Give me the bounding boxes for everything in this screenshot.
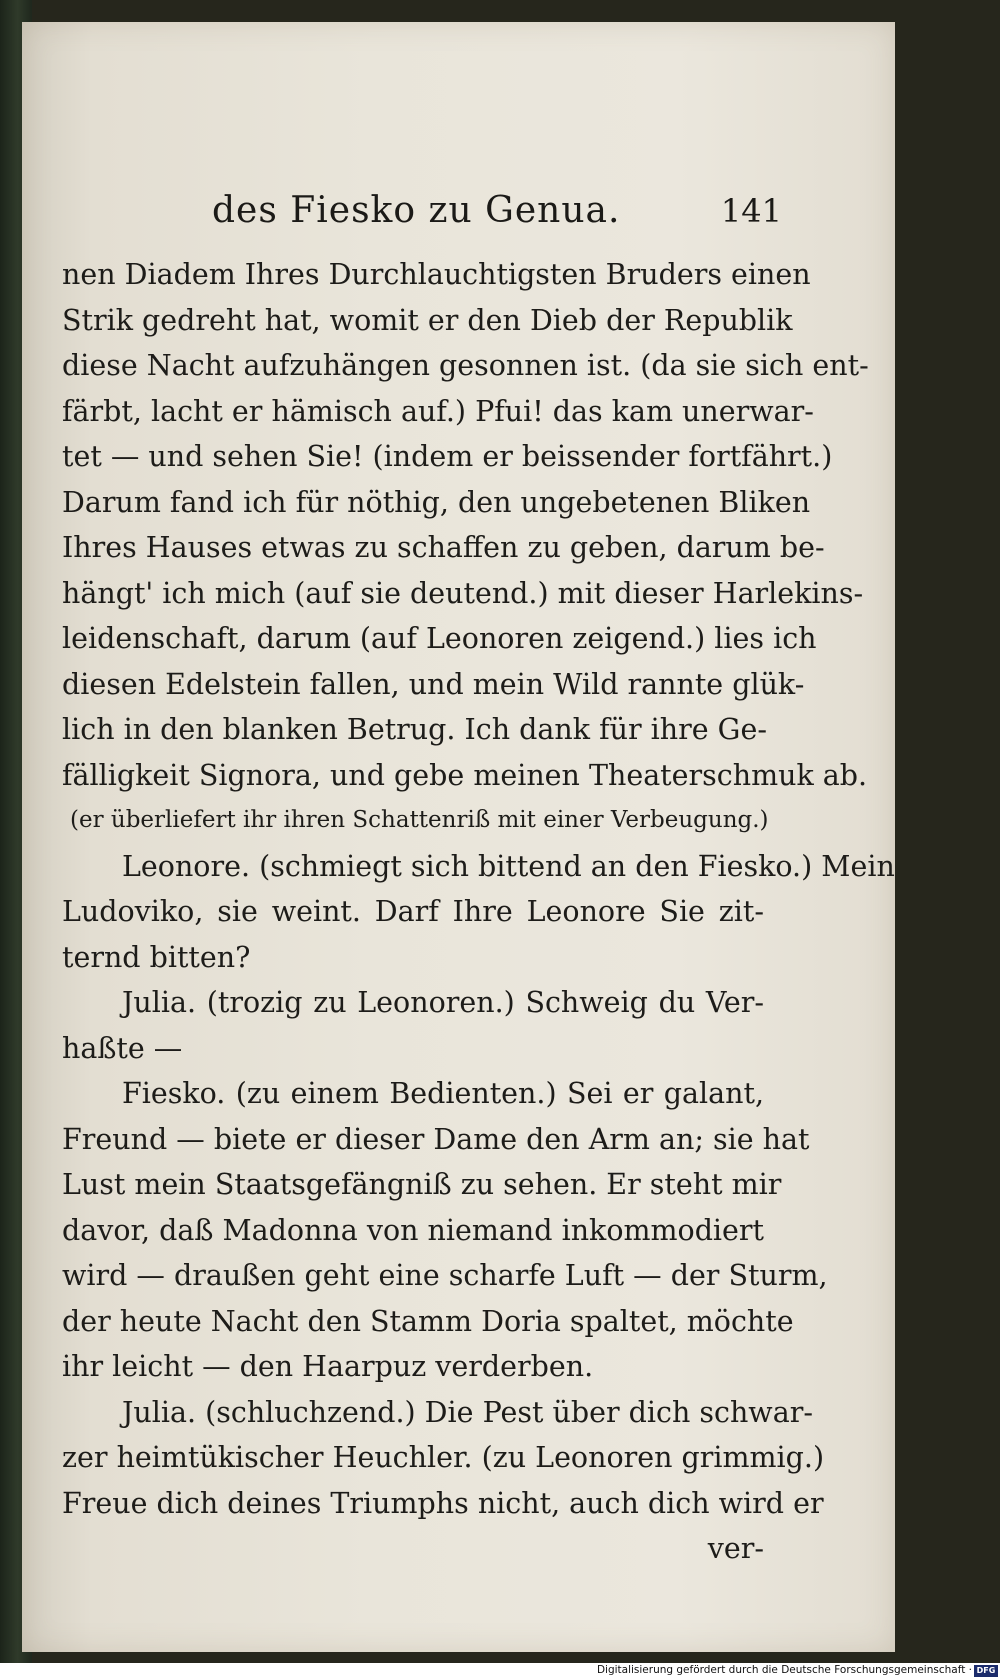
speech-line: Julia. (schluchzend.) Die Pest über dich schwar- [122, 1395, 813, 1429]
body-text [62, 252, 895, 1572]
dfg-logo: DFG [974, 1665, 998, 1677]
text-line: Strik gedreht hat, womit er den Dieb der Republik [62, 303, 793, 337]
text-line: wird — draußen geht eine scharfe Luft — der Sturm, [62, 1259, 828, 1292]
stage-direction-line: (er überliefert ihr ihren Schattenriß mit einer Verbeugung.) [70, 807, 769, 833]
header-title: des Fiesko zu Genua. [212, 190, 621, 231]
text-line: haßte — [62, 1031, 183, 1065]
text-line: tet — und sehen Sie! (indem er beissender fortfährt.) [62, 440, 833, 473]
text-line: ternd bitten? [62, 940, 251, 974]
text-line: nen Diadem Ihres Durchlauchtigsten Bruders einen [62, 258, 811, 291]
text-line: Ludoviko, sie weint. Darf Ihre Leonore Sie zit- [62, 895, 764, 928]
speech-line: Fiesko. (zu einem Bedienten.) Sei er galant, [122, 1077, 764, 1110]
text-line: davor, daß Madonna von niemand inkommodiert [62, 1213, 764, 1247]
text-line: diesen Edelstein fallen, und mein Wild rannte glük- [62, 667, 805, 701]
text-line: färbt, lacht er hämisch auf.) Pfui! das kam unerwar- [62, 394, 814, 428]
text-line: ihr leicht — den Haarpuz verderben. [62, 1350, 594, 1383]
running-header [212, 190, 782, 240]
funding-credit: Digitalisierung gefördert durch die Deutsche Forschungsgemeinschaft · [596, 1664, 972, 1676]
digitization-footer [0, 1663, 1000, 1679]
text-line: Lust mein Staatsgefängniß zu sehen. Er steht mir [62, 1168, 782, 1201]
page-number: 141 [720, 192, 782, 230]
text-line: Darum fand ich für nöthig, den ungebetenen Bliken [62, 485, 811, 519]
text-line: fälligkeit Signora, und gebe meinen Theaterschmuk ab. [62, 758, 868, 792]
catchword: ver- [707, 1532, 764, 1565]
text-line: hängt' ich mich (auf sie deutend.) mit dieser Harlekins- [62, 576, 864, 610]
text-line: der heute Nacht den Stamm Doria spaltet, möchte [62, 1304, 794, 1338]
speech-line: Julia. (trozig zu Leonoren.) Schweig du Ver- [122, 986, 764, 1019]
text-line: Ihres Hauses etwas zu schaffen zu geben, darum be- [62, 531, 825, 564]
text-line: leidenschaft, darum (auf Leonoren zeigend.) lies ich [62, 622, 817, 655]
text-line: lich in den blanken Betrug. Ich dank für ihre Ge- [62, 713, 767, 746]
text-line: zer heimtükischer Heuchler. (zu Leonoren grimmig.) [62, 1441, 825, 1474]
text-line: Freue dich deines Triumphs nicht, auch dich wird er [62, 1486, 824, 1520]
book-page [22, 22, 895, 1652]
speech-line: Leonore. (schmiegt sich bittend an den Fiesko.) Mein [122, 849, 895, 883]
text-line: Freund — biete er dieser Dame den Arm an; sie hat [62, 1122, 810, 1156]
text-line: diese Nacht aufzuhängen gesonnen ist. (da sie sich ent- [62, 349, 869, 382]
